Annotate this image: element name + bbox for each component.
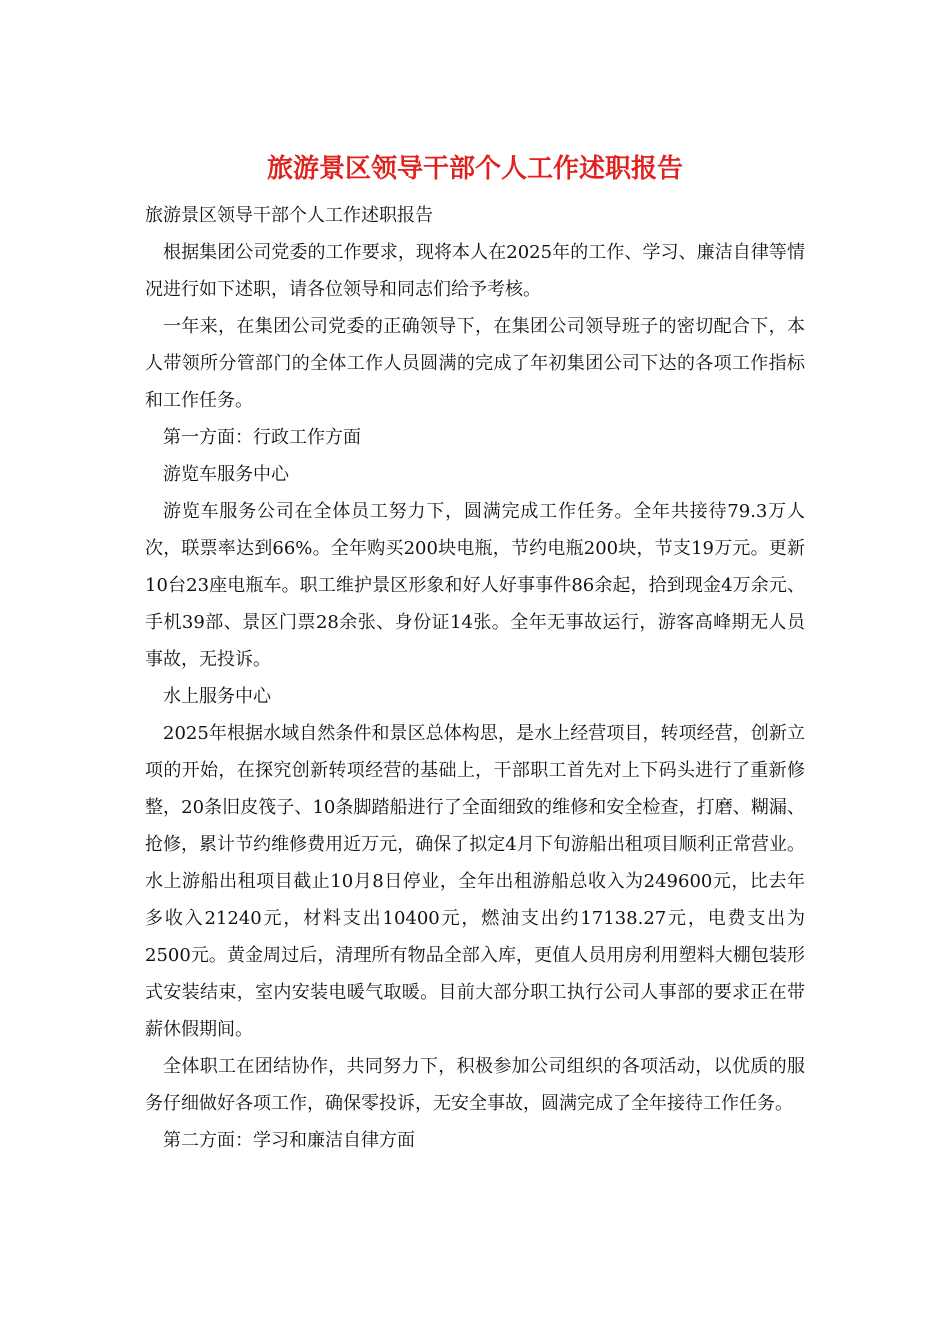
tour-vehicle-paragraph: 游览车服务公司在全体员工努力下，圆满完成工作任务。全年共接待79.3万人次，联票率达到66%。全年购买200块电瓶，节约电瓶200块，节支19万元。更新10台23座电瓶车。职工维护景区形象和好人好事事件86余起，拾到现金4万余元、手机39部、景区门票28余张、身份证14张。全年无事故运行，游客高峰期无人员事故，无投诉。 [145,501,805,670]
document-title: 旅游景区领导干部个人工作述职报告 [266,154,683,184]
intro-paragraph: 根据集团公司党委的工作要求，现将本人在2025年的工作、学习、廉洁自律等情况进行如下述职，请各位领导和同志们给予考核。 [145,242,805,300]
subsection-heading-water-service: 水上服务中心 [163,686,271,707]
subtitle-paragraph: 旅游景区领导干部个人工作述职报告 [145,205,433,226]
water-service-paragraph: 2025年根据水域自然条件和景区总体构思，是水上经营项目，转项经营，创新立项的开始，在探究创新转项经营的基础上，干部职工首先对上下码头进行了重新修整，20条旧皮筏子、10条脚踏船进行了全面细致的维修和安全检查，打磨、糊漏、抢修，累计节约维修费用近万元，确保了拟定4月下旬游船出租项目顺利正常营业。水上游船出租项目截止10月8日停业，全年出租游船总收入为249600元，比去年多收入21240元，材料支出10400元，燃油支出约17138.27元，电费支出为2500元。黄金周过后，清理所有物品全部入库，更值人员用房利用塑料大棚包装形式安装结束，室内安装电暖气取暖。目前大部分职工执行公司人事部的要求正在带薪休假期间。 [145,723,805,1040]
subsection-heading-tour-vehicle: 游览车服务中心 [163,464,289,485]
section-heading-administration: 第一方面：行政工作方面 [163,427,361,448]
document-body [145,197,805,1159]
staff-paragraph: 全体职工在团结协作，共同努力下，积极参加公司组织的各项活动，以优质的服务仔细做好各项工作，确保零投诉，无安全事故，圆满完成了全年接待工作任务。 [145,1056,805,1114]
summary-paragraph: 一年来，在集团公司党委的正确领导下，在集团公司领导班子的密切配合下，本人带领所分管部门的全体工作人员圆满的完成了年初集团公司下达的各项工作指标和工作任务。 [145,316,805,411]
section-heading-study-integrity: 第二方面：学习和廉洁自律方面 [163,1130,415,1151]
